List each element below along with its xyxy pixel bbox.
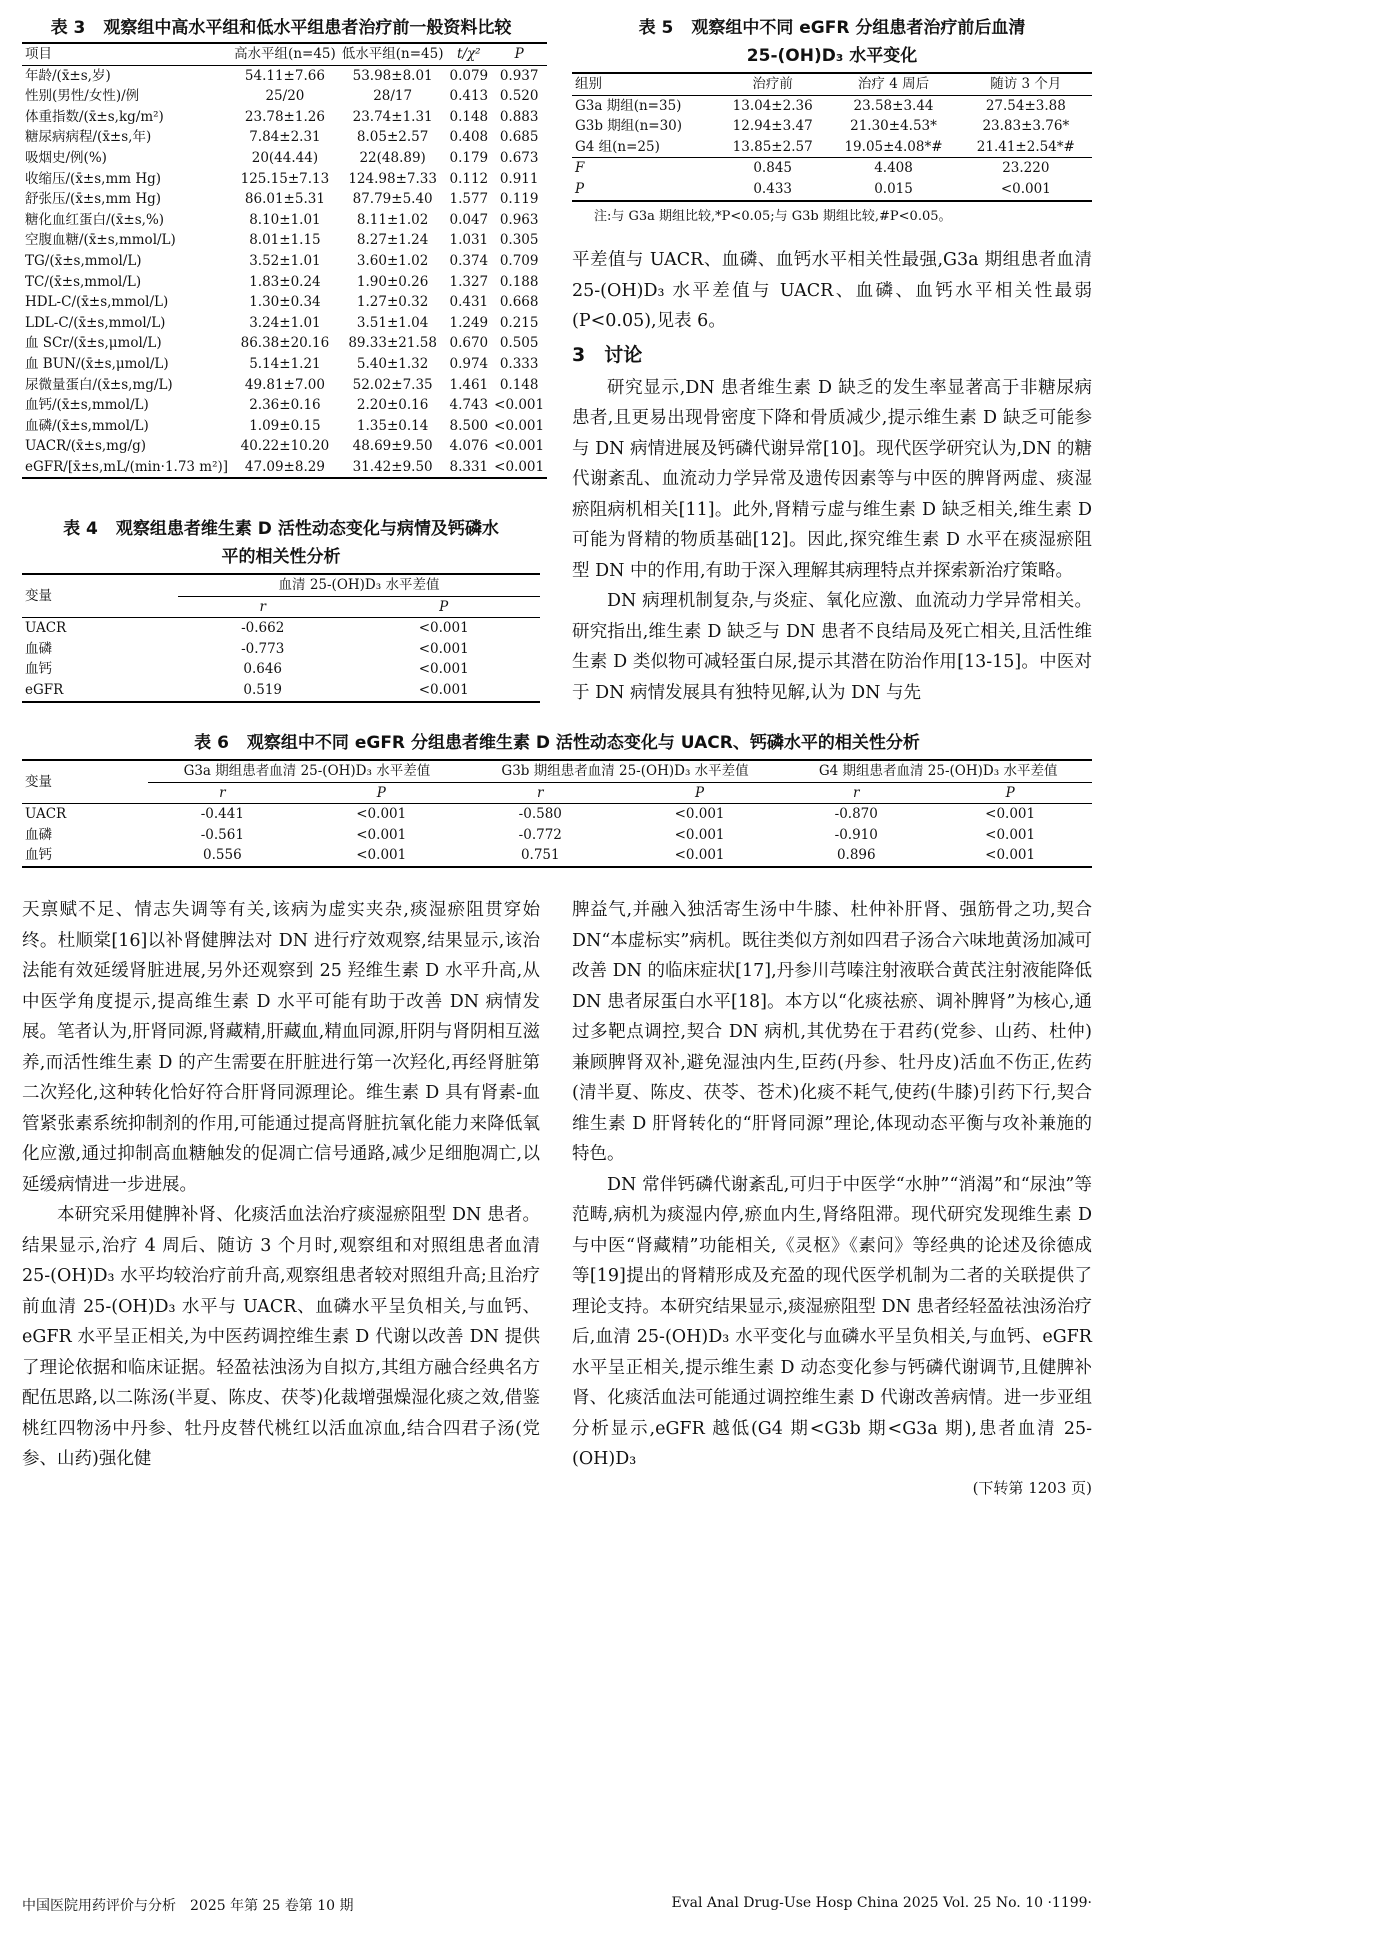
table5-label: 表 5 (638, 18, 674, 38)
table3-cell: 0.520 (499, 88, 539, 105)
table3-cell: 8.11±1.02 (356, 211, 429, 228)
table3-cell: <0.001 (494, 397, 545, 414)
table6-subheader-2: r (537, 784, 544, 801)
table4-cell: -0.662 (241, 620, 285, 637)
table3-cell: 0.709 (499, 252, 539, 269)
table3-cell: 1.27±0.32 (356, 294, 429, 311)
table3-cell: 收缩压/(x̄±s,mm Hg) (25, 170, 162, 187)
table-row (22, 659, 540, 680)
table5-note: 注:与 G3a 期组比较,*P<0.05;与 G3b 期组比较,#P<0.05。 (594, 208, 952, 224)
table-row (22, 292, 547, 313)
table3-cell: TG/(x̄±s,mmol/L) (25, 252, 142, 269)
table-row (22, 230, 547, 251)
table3-header-4: P (514, 46, 524, 62)
table3-cell: 124.98±7.33 (348, 170, 437, 187)
table5-cell: 0.845 (753, 160, 792, 177)
table3-cell: 0.079 (449, 67, 489, 84)
table-row (22, 354, 547, 375)
table3-cell: 8.331 (449, 458, 489, 475)
table6-subheader-4: r (853, 784, 860, 801)
table6-subheader-3: P (695, 784, 705, 801)
table-row (572, 158, 1092, 179)
table3-cell: <0.001 (494, 458, 545, 475)
table5-cell: 13.04±2.36 (732, 97, 813, 114)
table3-cell: 2.36±0.16 (249, 397, 321, 414)
table5-cell: P (575, 180, 585, 197)
table5-title-line2: 25-(OH)D₃ 水平变化 (746, 46, 918, 66)
table-row (22, 416, 547, 437)
table3-header-2: 低水平组(n=45) (341, 46, 444, 62)
table3-cell: 0.911 (499, 170, 539, 187)
table6-cell: <0.001 (985, 847, 1036, 864)
table6-cell: 0.751 (520, 847, 560, 864)
table6-cell: 0.556 (203, 847, 242, 864)
table3-cell: 0.333 (499, 355, 539, 372)
table3-cell: 0.505 (499, 335, 539, 352)
table3-cell: LDL-C/(x̄±s,mmol/L) (25, 314, 166, 331)
table3-cell: <0.001 (494, 438, 545, 455)
table4-block (22, 515, 540, 703)
table5-cell: <0.001 (1000, 180, 1051, 197)
table-row (22, 86, 547, 107)
table3-cell: 8.500 (449, 417, 489, 434)
table3-cell: 0.668 (499, 294, 539, 311)
table3-header-1: 高水平组(n=45) (234, 46, 336, 62)
table5-cell: 12.94±3.47 (732, 118, 813, 135)
table-row (572, 137, 1092, 158)
table4-title-line1: 观察组患者维生素 D 活性动态变化与病情及钙磷水 (115, 519, 499, 539)
table3-cell: 53.98±8.01 (352, 67, 433, 84)
table-row (22, 375, 547, 396)
table3-cell: 糖化血红蛋白/(x̄±s,%) (25, 211, 165, 228)
table3-cell: 1.031 (449, 232, 489, 249)
table4-cell: 血磷 (25, 640, 52, 657)
table-row (22, 457, 547, 479)
table6-cell: <0.001 (985, 806, 1036, 823)
table3 (22, 42, 547, 479)
table3-cell: 3.24±1.01 (249, 314, 321, 331)
table5-block (572, 14, 1092, 228)
table3-cell: 31.42±9.50 (352, 458, 433, 475)
table3-cell: 7.84±2.31 (249, 129, 321, 146)
table5-header-2: 治疗 4 周后 (857, 76, 930, 92)
table-row (22, 148, 547, 169)
table3-cell: 1.83±0.24 (249, 273, 321, 290)
table3-cell: 血磷/(x̄±s,mmol/L) (25, 417, 149, 434)
table3-block (22, 14, 545, 479)
table3-cell: 89.33±21.58 (348, 335, 437, 352)
table-row (22, 395, 547, 416)
table-row (22, 845, 1092, 867)
table3-cell: 54.11±7.66 (244, 67, 325, 84)
table3-cell: 22(48.89) (359, 149, 426, 166)
table3-cell: 5.14±1.21 (249, 355, 321, 372)
table6-cell: <0.001 (674, 826, 725, 843)
table-row (572, 95, 1092, 116)
table3-cell: 血钙/(x̄±s,mmol/L) (25, 397, 149, 414)
table6-cell: <0.001 (356, 806, 407, 823)
table4-cell: 0.646 (243, 661, 283, 678)
table3-cell: 0.148 (499, 376, 539, 393)
table5-cell: G3a 期组(n=35) (575, 97, 682, 114)
paragraph-right-2: DN 常伴钙磷代谢紊乱,可归于中医学“水肿”“消渴”和“尿浊”等范畴,病机为痰湿内停,瘀血内生,肾络阻滞。现代研究发现维生素 D 与中医“肾藏精”功能相关,《灵枢》《素问》等经典的论述及徐德成等[19]提出的肾精形成及充盈的现代医学机制为二者的关联提供了理论支持。本研究结果显示,痰湿瘀阻型 DN 患者经轻盈祛浊汤治疗后,血清 25-(OH)D₃ 水平变化与血磷水平呈负相关,与血钙、eGFR 水平呈正相关,提示维生素 D 动态变化参与钙磷代谢调节,且健脾补肾、化痰活血法可能通过调控维生素 D 代谢改善病情。进一步亚组分析显示,eGFR 越低(G4 期<G3b 期<G3a 期),患者血清 25-(OH)D₃ (572, 1174, 1092, 1469)
table5-cell: 23.58±3.44 (853, 97, 934, 114)
paragraph-left-1: 天禀赋不足、情志失调等有关,该病为虚实夹杂,痰湿瘀阻贯穿始终。杜顺棠[16]以补肾健脾法对 DN 进行疗效观察,结果显示,该治法能有效延缓肾脏进展,另外还观察到 25 羟维生素 D 水平升高,从中医学角度提示,提高维生素 D 水平可能有助于改善 DN 病情发展。笔者认为,肝肾同源,肾藏精,肝藏血,精血同源,肝阴与肾阴相互滋养,而活性维生素 D 的产生需要在肝脏进行第一次羟化,再经肾脏第二次羟化,这种转化恰好符合肝肾同源理论。维生素 D 具有肾素-血管紧张素系统抑制剂的作用,可能通过提高肾脏抗氧化能力来降低氧化应激,通过抑制高血糖触发的促凋亡信号通路,减少足细胞凋亡,以延缓病情进一步进展。 (22, 900, 540, 1195)
table3-cell: 0.883 (499, 108, 539, 125)
table6-cell: <0.001 (356, 826, 407, 843)
table4-cell: <0.001 (418, 620, 469, 637)
table3-cell: 1.30±0.34 (249, 294, 321, 311)
table3-title: 观察组中高水平组和低水平组患者治疗前一般资料比较 (103, 18, 512, 38)
table-row (22, 272, 547, 293)
table4-cell: 血钙 (25, 661, 52, 678)
table3-cell: 尿微量蛋白/(x̄±s,mg/L) (25, 376, 173, 393)
table6-title: 观察组中不同 eGFR 分组患者维生素 D 活性动态变化与 UACR、钙磷水平的相关性分析 (246, 733, 920, 753)
table3-header-0: 项目 (25, 46, 52, 62)
table3-cell: 0.112 (449, 170, 489, 187)
table3-cell: 1.577 (449, 191, 489, 208)
table3-cell: eGFR/[x̄±s,mL/(min·1.73 m²)] (25, 458, 229, 475)
table4-cell: <0.001 (418, 661, 469, 678)
table3-cell: 1.249 (449, 314, 489, 331)
table3-cell: 3.52±1.01 (249, 252, 321, 269)
table3-cell: 血 BUN/(x̄±s,μmol/L) (25, 355, 169, 372)
table3-cell: 体重指数/(x̄±s,kg/m²) (25, 108, 164, 125)
table3-cell: 23.78±1.26 (244, 108, 325, 125)
table6-subheader-1: P (376, 784, 386, 801)
table3-cell: 0.305 (499, 232, 539, 249)
table3-cell: 0.179 (449, 149, 489, 166)
table3-cell: 52.02±7.35 (352, 376, 433, 393)
table-row (22, 804, 1092, 825)
table3-cell: TC/(x̄±s,mmol/L) (25, 273, 142, 290)
table-row (572, 179, 1092, 201)
table3-cell: 23.74±1.31 (352, 108, 433, 125)
table3-cell: 1.461 (449, 376, 489, 393)
table3-cell: 性别(男性/女性)/例 (25, 88, 140, 105)
table6-cell: <0.001 (674, 847, 725, 864)
table5-header-3: 随访 3 个月 (990, 76, 1062, 92)
table6-subheader-0: r (219, 784, 226, 801)
table6-caption (22, 729, 1092, 757)
table6-group-header-g3a: G3a 期组患者血清 25-(OH)D₃ 水平差值 (148, 760, 466, 782)
table3-cell: 0.673 (499, 149, 539, 166)
table-row (22, 680, 540, 702)
table3-cell: 舒张压/(x̄±s,mm Hg) (25, 191, 162, 208)
table5-cell: 21.41±2.54*# (976, 138, 1075, 155)
table-row (22, 107, 547, 128)
table-row (22, 825, 1092, 846)
table6-block (22, 729, 1092, 868)
table4-cell: <0.001 (418, 640, 469, 657)
table3-cell: 糖尿病病程/(x̄±s,年) (25, 129, 152, 146)
table3-cell: 吸烟史/例(%) (25, 149, 107, 166)
table5-cell: 21.30±4.53* (850, 118, 937, 135)
table-row (22, 189, 547, 210)
left-column-lower-text (22, 895, 540, 1475)
table3-cell: 86.01±5.31 (244, 191, 325, 208)
table4-cell: <0.001 (418, 681, 469, 698)
table5-caption (572, 14, 1092, 42)
table4-group-header: 血清 25-(OH)D₃ 水平差值 (178, 574, 540, 596)
table-row (22, 169, 547, 190)
table4 (22, 573, 540, 703)
table4-var-header: 变量 (22, 574, 178, 618)
paragraph-discussion-2: DN 病理机制复杂,与炎症、氧化应激、血流动力学异常相关。研究指出,维生素 D 缺乏与 DN 患者不良结局及死亡相关,且活性维生素 D 类似物可减轻蛋白尿,提示其潜在防治作用[13-15]。中医对于 DN 病情发展具有独特见解,认为 DN 与先 (572, 591, 1092, 703)
table3-cell: 0.413 (449, 88, 489, 105)
table6-cell: <0.001 (985, 826, 1036, 843)
table3-label: 表 3 (50, 18, 86, 38)
table5-cell: 4.408 (874, 160, 913, 177)
table4-caption (22, 515, 540, 543)
table3-header-3: t/χ² (457, 46, 481, 62)
table6 (22, 759, 1092, 868)
table4-cell: 0.519 (243, 681, 283, 698)
table5-cell: 13.85±2.57 (732, 138, 813, 155)
table3-cell: 25/20 (265, 88, 305, 105)
table3-cell: 0.408 (449, 129, 489, 146)
table5-cell: G4 组(n=25) (575, 138, 660, 155)
footer-journal-cn: 中国医院用药评价与分析 2025 年第 25 卷第 10 期 (22, 1898, 354, 1914)
table4-label: 表 4 (63, 519, 98, 539)
paragraph-results-continued: 平差值与 UACR、血磷、血钙水平相关性最强,G3a 期组患者血清 25-(OH)D₃ 水平差值与 UACR、血磷、血钙水平相关性最弱(P<0.05),见表 6。 (572, 250, 1092, 331)
table3-caption (22, 14, 540, 42)
table3-cell: 3.60±1.02 (356, 252, 429, 269)
table3-cell: 0.047 (449, 211, 489, 228)
table6-cell: 血钙 (25, 847, 52, 864)
table5-cell: 27.54±3.88 (985, 97, 1066, 114)
table6-cell: -0.561 (200, 826, 244, 843)
table3-cell: 0.937 (499, 67, 539, 84)
table6-var-header: 变量 (22, 760, 148, 804)
table3-cell: 8.27±1.24 (356, 232, 429, 249)
table3-cell: 4.076 (449, 438, 489, 455)
table3-cell: 8.05±2.57 (356, 129, 429, 146)
table6-subheader-5: P (1005, 784, 1015, 801)
table6-cell: <0.001 (674, 806, 725, 823)
table3-cell: 2.20±0.16 (356, 397, 429, 414)
table3-cell: 48.69±9.50 (352, 438, 433, 455)
table3-cell: 血 SCr/(x̄±s,μmol/L) (25, 335, 162, 352)
table4-cell: UACR (25, 620, 67, 637)
table6-cell: -0.870 (834, 806, 878, 823)
paragraph-right-1: 脾益气,并融入独活寄生汤中牛膝、杜仲补肝肾、强筋骨之功,契合 DN“本虚标实”病机。既往类似方剂如四君子汤合六味地黄汤加减可改善 DN 的临床症状[17],丹参川芎嗪注射液联合黄芪注射液能降低 DN 患者尿蛋白水平[18]。本方以“化痰祛瘀、调补脾肾”为核心,通过多靶点调控,契合 DN 病机,其优势在于君药(党参、山药、杜仲)兼顾脾肾双补,避免湿浊内生,臣药(丹参、牡丹皮)活血不伤正,佐药(清半夏、陈皮、茯苓、苍术)化痰不耗气,使药(牛膝)引药下行,契合维生素 D 肝肾转化的“肝肾同源”理论,体现动态平衡与攻补兼施的特色。 (572, 900, 1092, 1164)
table6-cell: <0.001 (356, 847, 407, 864)
table3-cell: 0.119 (499, 191, 539, 208)
table6-cell: 0.896 (836, 847, 876, 864)
table6-cell: UACR (25, 806, 67, 823)
table6-cell: -0.772 (518, 826, 562, 843)
table3-cell: 8.01±1.15 (249, 232, 321, 249)
table6-group-header-g4: G4 期组患者血清 25-(OH)D₃ 水平差值 (784, 760, 1092, 782)
table3-cell: 0.685 (499, 129, 539, 146)
table3-cell: 0.188 (499, 273, 539, 290)
table3-cell: <0.001 (494, 417, 545, 434)
table3-cell: 28/17 (373, 88, 413, 105)
table-row (22, 65, 547, 86)
table6-cell: 血磷 (25, 826, 52, 843)
table3-cell: 3.51±1.04 (356, 314, 429, 331)
table5-header-0: 组别 (575, 76, 602, 92)
table3-cell: 47.09±8.29 (244, 458, 325, 475)
table5 (572, 72, 1092, 202)
table6-cell: -0.441 (200, 806, 244, 823)
paragraph-left-2: 本研究采用健脾补肾、化痰活血法治疗痰湿瘀阻型 DN 患者。结果显示,治疗 4 周后、随访 3 个月时,观察组和对照组患者血清 25-(OH)D₃ 水平均较治疗前升高,观察组患者较对照组升高;且治疗前血清 25-(OH)D₃ 水平与 UACR、血磷水平呈负相关,与血钙、eGFR 水平呈正相关,为中医药调控维生素 D 代谢以改善 DN 提供了理论依据和临床证据。轻盈祛浊汤为自拟方,其组方融合经典名方配伍思路,以二陈汤(半夏、陈皮、茯苓)化裁增强燥湿化痰之效,借鉴桃红四物汤中丹参、牡丹皮替代桃红以活血凉血,结合四君子汤(党参、山药)强化健 (22, 1205, 540, 1469)
table5-cell: 19.05±4.08*# (844, 138, 943, 155)
table6-cell: -0.580 (518, 806, 562, 823)
table3-cell: 1.35±0.14 (356, 417, 429, 434)
table3-cell: 0.148 (449, 108, 489, 125)
table-row (22, 127, 547, 148)
table5-title-line1: 观察组中不同 eGFR 分组患者治疗前后血清 (691, 18, 1026, 38)
table5-cell: F (575, 160, 585, 177)
table3-cell: 0.431 (449, 294, 489, 311)
table4-title-line2: 平的相关性分析 (221, 547, 341, 567)
table3-cell: 5.40±1.32 (356, 355, 429, 372)
table3-cell: 87.79±5.40 (352, 191, 433, 208)
table3-cell: 4.743 (449, 397, 489, 414)
table3-cell: 40.22±10.20 (240, 438, 330, 455)
table-row (22, 251, 547, 272)
table5-cell: 23.83±3.76* (982, 118, 1070, 135)
table3-cell: 0.215 (499, 314, 539, 331)
table4-subheader-p: P (439, 598, 449, 615)
table3-cell: 20(44.44) (251, 149, 319, 166)
table3-cell: 49.81±7.00 (244, 376, 325, 393)
table-row (22, 210, 547, 231)
table5-cell: 0.015 (874, 180, 913, 197)
table6-cell: -0.910 (834, 826, 878, 843)
table3-cell: 8.10±1.01 (249, 211, 321, 228)
table3-cell: 0.974 (449, 355, 489, 372)
table3-cell: 0.670 (449, 335, 489, 352)
table4-cell: eGFR (25, 681, 64, 698)
table3-cell: 86.38±20.16 (240, 335, 330, 352)
table5-cell: 0.433 (753, 180, 792, 197)
continued-note: (下转第 1203 页) (972, 1478, 1092, 1497)
table-row (22, 333, 547, 354)
right-column-upper-text (572, 245, 1092, 708)
paragraph-discussion-1: 研究显示,DN 患者维生素 D 缺乏的发生率显著高于非糖尿病患者,且更易出现骨密度下降和骨质减少,提示维生素 D 缺乏可能参与 DN 病情进展及钙磷代谢异常[10]。现代医学研究认为,DN 的糖代谢紊乱、血流动力学异常及遗传因素等与中医的脾肾两虚、痰湿瘀阻病机相关[11]。此外,肾精亏虚与维生素 D 缺乏相关,维生素 D 可能为肾精的物质基础[12]。因此,探究维生素 D 水平在痰湿瘀阻型 DN 中的作用,有助于深入理解其病理特点并探索新治疗策略。 (572, 377, 1092, 581)
table3-cell: 0.963 (499, 211, 539, 228)
table5-header-1: 治疗前 (752, 76, 793, 92)
table3-cell: UACR/(x̄±s,mg/g) (25, 438, 147, 455)
table-row (22, 618, 540, 639)
table6-label: 表 6 (194, 733, 229, 753)
table6-group-header-g3b: G3b 期组患者血清 25-(OH)D₃ 水平差值 (466, 760, 785, 782)
section-3-heading: 3 讨论 (572, 343, 643, 366)
table3-cell: 年龄/(x̄±s,岁) (25, 67, 111, 84)
table3-cell: 1.09±0.15 (249, 417, 321, 434)
table3-cell: HDL-C/(x̄±s,mmol/L) (25, 294, 169, 311)
table-row (22, 436, 547, 457)
table4-cell: -0.773 (241, 640, 285, 657)
table5-cell: G3b 期组(n=30) (575, 118, 683, 135)
table-row (22, 313, 547, 334)
table3-cell: 1.327 (449, 273, 489, 290)
table-row (572, 116, 1092, 137)
table3-cell: 空腹血糖/(x̄±s,mmol/L) (25, 232, 176, 249)
table3-cell: 125.15±7.13 (240, 170, 330, 187)
footer-journal-en: Eval Anal Drug-Use Hosp China 2025 Vol. 25 No. 10 ·1199· (671, 1895, 1092, 1911)
table3-cell: 1.90±0.26 (356, 273, 429, 290)
table-row (22, 639, 540, 660)
table4-subheader-r: r (259, 598, 266, 615)
table3-cell: 0.374 (449, 252, 489, 269)
right-column-lower-text (572, 895, 1092, 1501)
table5-cell: 23.220 (1002, 160, 1050, 177)
